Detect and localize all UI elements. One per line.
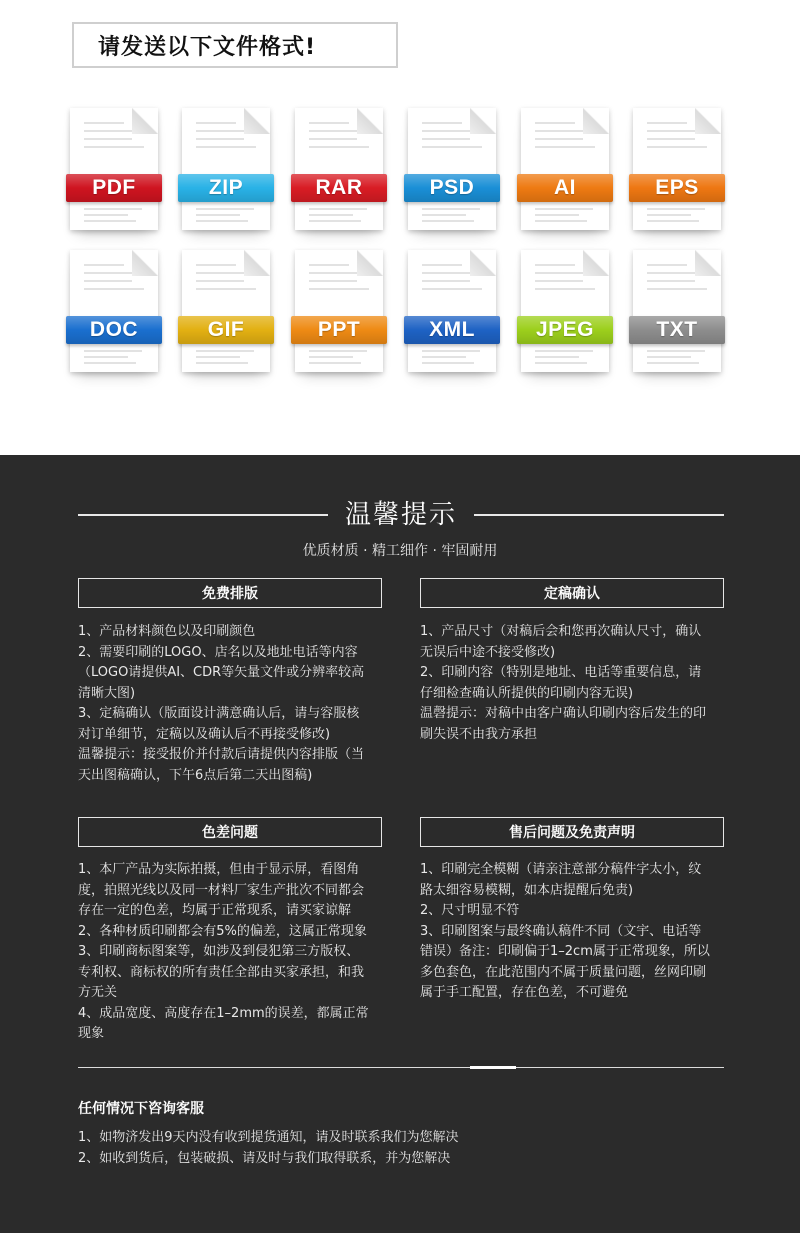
sheet-line <box>84 280 132 282</box>
divider-accent <box>470 1066 516 1069</box>
sheet-line <box>422 208 480 210</box>
sheet-line <box>196 356 240 358</box>
document-sheet-icon <box>70 250 158 372</box>
sheet-line <box>196 146 256 148</box>
sheet-line <box>535 288 595 290</box>
file-format-label: JPEG <box>517 316 613 344</box>
consult-body <box>78 1128 738 1169</box>
sheet-line <box>535 122 575 124</box>
text-line: 刷失误不由我方承担 <box>420 726 538 742</box>
text-line: 1、如物济发出9天内没有收到提货通知，请及时联系我们为您解决 <box>78 1130 459 1145</box>
box-title-color-diff: 色差问题 <box>78 817 382 847</box>
text-line: 2、印刷内容（特别是地址、电话等重要信息，请 <box>420 665 702 680</box>
sheet-line <box>535 264 575 266</box>
sheet-line <box>647 362 699 364</box>
file-format-label: RAR <box>291 174 387 202</box>
sheet-line <box>84 288 144 290</box>
sheet-line <box>84 356 128 358</box>
sheet-line <box>535 130 591 132</box>
sheet-line <box>535 220 587 222</box>
text-line: 专利权、商标权的所有责任全部由买家承担，和我 <box>78 964 365 980</box>
box-body-free-layout <box>78 622 388 786</box>
text-line: 2、尺寸明显不符 <box>420 903 520 918</box>
sheet-line <box>422 220 474 222</box>
sheet-line <box>647 138 695 140</box>
sheet-line <box>196 130 252 132</box>
file-icon-txt <box>629 250 729 380</box>
text-line: 温磬提示：对稿中由客户确认印刷内容后发生的印 <box>420 706 707 721</box>
tips-title: 温馨提示 <box>344 500 457 530</box>
sheet-line <box>422 350 480 352</box>
text-line: 度，拍照光线以及同一材料厂家生产批次不同都会 <box>78 882 365 898</box>
document-sheet-icon <box>182 250 270 372</box>
box-body-confirm <box>420 622 730 745</box>
text-line: 现象 <box>78 1026 105 1041</box>
sheet-line <box>196 272 252 274</box>
section-divider <box>78 1067 724 1068</box>
tips-header <box>78 494 724 536</box>
file-icon-gif <box>178 250 278 380</box>
sheet-line <box>647 280 695 282</box>
sheet-line <box>422 272 478 274</box>
file-format-label: EPS <box>629 174 725 202</box>
tips-right-line <box>474 514 724 516</box>
sheet-line <box>647 356 691 358</box>
consult-title: 任何情况下咨询客服 <box>78 1101 204 1117</box>
sheet-line <box>535 280 583 282</box>
document-sheet-icon <box>408 250 496 372</box>
text-line: 2、需要印刷的LOGO、店名以及地址电话等内容 <box>78 644 358 660</box>
sheet-line <box>309 264 349 266</box>
sheet-line <box>309 220 361 222</box>
sheet-line <box>196 350 254 352</box>
text-line: 1、产品尺寸（对稿后会和您再次确认尺寸，确认 <box>420 624 702 639</box>
sheet-line <box>647 122 687 124</box>
file-icon-xml <box>404 250 504 380</box>
sheet-line <box>196 138 244 140</box>
file-icon-pdf <box>66 108 166 238</box>
sheet-line <box>535 350 593 352</box>
file-format-label: GIF <box>178 316 274 344</box>
sheet-line <box>647 130 703 132</box>
file-format-label: PSD <box>404 174 500 202</box>
sheet-line <box>309 208 367 210</box>
sheet-line <box>84 272 140 274</box>
text-line: 错误）备注：印刷偏于1–2cm属于正常现象，所以 <box>420 944 710 959</box>
sheet-line <box>84 138 132 140</box>
file-format-label: ZIP <box>178 174 274 202</box>
file-format-label: TXT <box>629 316 725 344</box>
sheet-line <box>422 288 482 290</box>
text-line: 路太细容易模糊，如本店提醒后免责) <box>420 882 634 898</box>
sheet-line <box>309 280 357 282</box>
sheet-line <box>647 220 699 222</box>
text-line: 温馨提示：接受报价并付款后请提供内容排版（当 <box>78 747 365 762</box>
sheet-line <box>535 356 579 358</box>
sheet-line <box>535 214 579 216</box>
sheet-line <box>535 272 591 274</box>
sheet-line <box>84 350 142 352</box>
sheet-line <box>84 146 144 148</box>
sheet-line <box>535 362 587 364</box>
file-icon-eps <box>629 108 729 238</box>
sheet-line <box>422 146 482 148</box>
sheet-line <box>647 272 703 274</box>
document-sheet-icon <box>295 250 383 372</box>
document-sheet-icon <box>521 108 609 230</box>
sheet-line <box>196 208 254 210</box>
document-sheet-icon <box>182 108 270 230</box>
text-line: 无误后中途不接受修改) <box>420 644 556 660</box>
sheet-line <box>535 208 593 210</box>
sheet-line <box>309 356 353 358</box>
sheet-line <box>84 122 124 124</box>
text-line: 1、产品材料颜色以及印刷颜色 <box>78 624 256 639</box>
file-format-label: PDF <box>66 174 162 202</box>
document-sheet-icon <box>70 108 158 230</box>
sheet-line <box>84 130 140 132</box>
sheet-line <box>196 122 236 124</box>
file-icon-psd <box>404 108 504 238</box>
text-line: 多色套色，在此范围内不属于质量问题，丝网印刷 <box>420 964 707 980</box>
text-line: 天出图稿确认，下午6点后第二天出图稿) <box>78 767 313 783</box>
box-title-free-layout: 免费排版 <box>78 578 382 608</box>
text-line: 2、各种材质印刷都会有5%的偏差，这属正常现象 <box>78 923 367 939</box>
sheet-line <box>84 214 128 216</box>
document-sheet-icon <box>633 108 721 230</box>
document-sheet-icon <box>633 250 721 372</box>
sheet-line <box>647 350 705 352</box>
formats-title: 请发送以下文件格式! <box>72 22 398 68</box>
text-line: 4、成品宽度、高度存在1–2mm的误差，都属正常 <box>78 1005 369 1021</box>
document-sheet-icon <box>408 108 496 230</box>
text-line: 存在一定的色差，均属于正常现系，请买家谅解 <box>78 903 352 918</box>
sheet-line <box>309 130 365 132</box>
text-line: 3、印刷商标图案等，如涉及到侵犯第三方版权、 <box>78 944 360 959</box>
sheet-line <box>535 146 595 148</box>
sheet-line <box>535 138 583 140</box>
sheet-line <box>84 264 124 266</box>
box-body-color-diff <box>78 860 388 1045</box>
sheet-line <box>309 146 369 148</box>
file-formats-section <box>0 0 800 455</box>
sheet-line <box>309 350 367 352</box>
file-icon-ppt <box>291 250 391 380</box>
sheet-line <box>422 214 466 216</box>
sheet-line <box>196 220 248 222</box>
box-title-confirm: 定稿确认 <box>420 578 724 608</box>
sheet-line <box>647 208 705 210</box>
box-title-after-sales: 售后问题及免责声明 <box>420 817 724 847</box>
text-line: 2、如收到货后，包装破损、请及时与我们取得联系，并为您解决 <box>78 1150 451 1166</box>
file-format-label: XML <box>404 316 500 344</box>
sheet-line <box>422 264 462 266</box>
file-icon-jpeg <box>517 250 617 380</box>
sheet-line <box>84 220 136 222</box>
file-icon-rar <box>291 108 391 238</box>
text-line: 清晰大图) <box>78 685 136 701</box>
text-line: 属于手工配置，存在色差，不可避免 <box>420 985 629 1000</box>
sheet-line <box>84 362 136 364</box>
sheet-line <box>309 122 349 124</box>
sheet-line <box>309 272 365 274</box>
sheet-line <box>196 214 240 216</box>
sheet-line <box>422 138 470 140</box>
text-line: 1、印刷完全模糊（请亲注意部分稿件字太小，纹 <box>420 862 702 877</box>
sheet-line <box>647 288 707 290</box>
box-body-after-sales <box>420 860 730 1004</box>
sheet-line <box>84 208 142 210</box>
sheet-line <box>309 288 369 290</box>
sheet-line <box>422 122 462 124</box>
sheet-line <box>196 280 244 282</box>
text-line: 3、印刷图案与最终确认稿件不同（文宇、电话等 <box>420 923 702 939</box>
sheet-line <box>309 138 357 140</box>
sheet-line <box>309 214 353 216</box>
file-format-label: AI <box>517 174 613 202</box>
file-icon-zip <box>178 108 278 238</box>
text-line: 1、本厂产品为实际拍摄，但由于显示屏，看图角 <box>78 862 360 877</box>
sheet-line <box>422 280 470 282</box>
tips-subtitle: 优质材质 · 精工细作 · 牢固耐用 <box>302 543 498 559</box>
text-line: （LOGO请提供AI、CDR等矢量文件或分辨率较高 <box>78 665 365 680</box>
file-format-label: DOC <box>66 316 162 344</box>
sheet-line <box>647 264 687 266</box>
sheet-line <box>422 362 474 364</box>
document-sheet-icon <box>295 108 383 230</box>
sheet-line <box>647 146 707 148</box>
file-format-label: PPT <box>291 316 387 344</box>
sheet-line <box>196 264 236 266</box>
text-line: 对订单细节，定稿以及确认后不再接受修改) <box>78 726 331 742</box>
sheet-line <box>196 288 256 290</box>
text-line: 仔细检查确认所提供的印刷内容无误) <box>420 685 634 701</box>
sheet-line <box>647 214 691 216</box>
text-line: 3、定稿确认（版面设计满意确认后，请与容服核 <box>78 706 360 721</box>
text-line: 方无关 <box>78 985 118 1000</box>
document-sheet-icon <box>521 250 609 372</box>
sheet-line <box>309 362 361 364</box>
sheet-line <box>196 362 248 364</box>
sheet-line <box>422 356 466 358</box>
file-icon-doc <box>66 250 166 380</box>
sheet-line <box>422 130 478 132</box>
file-icon-ai <box>517 108 617 238</box>
